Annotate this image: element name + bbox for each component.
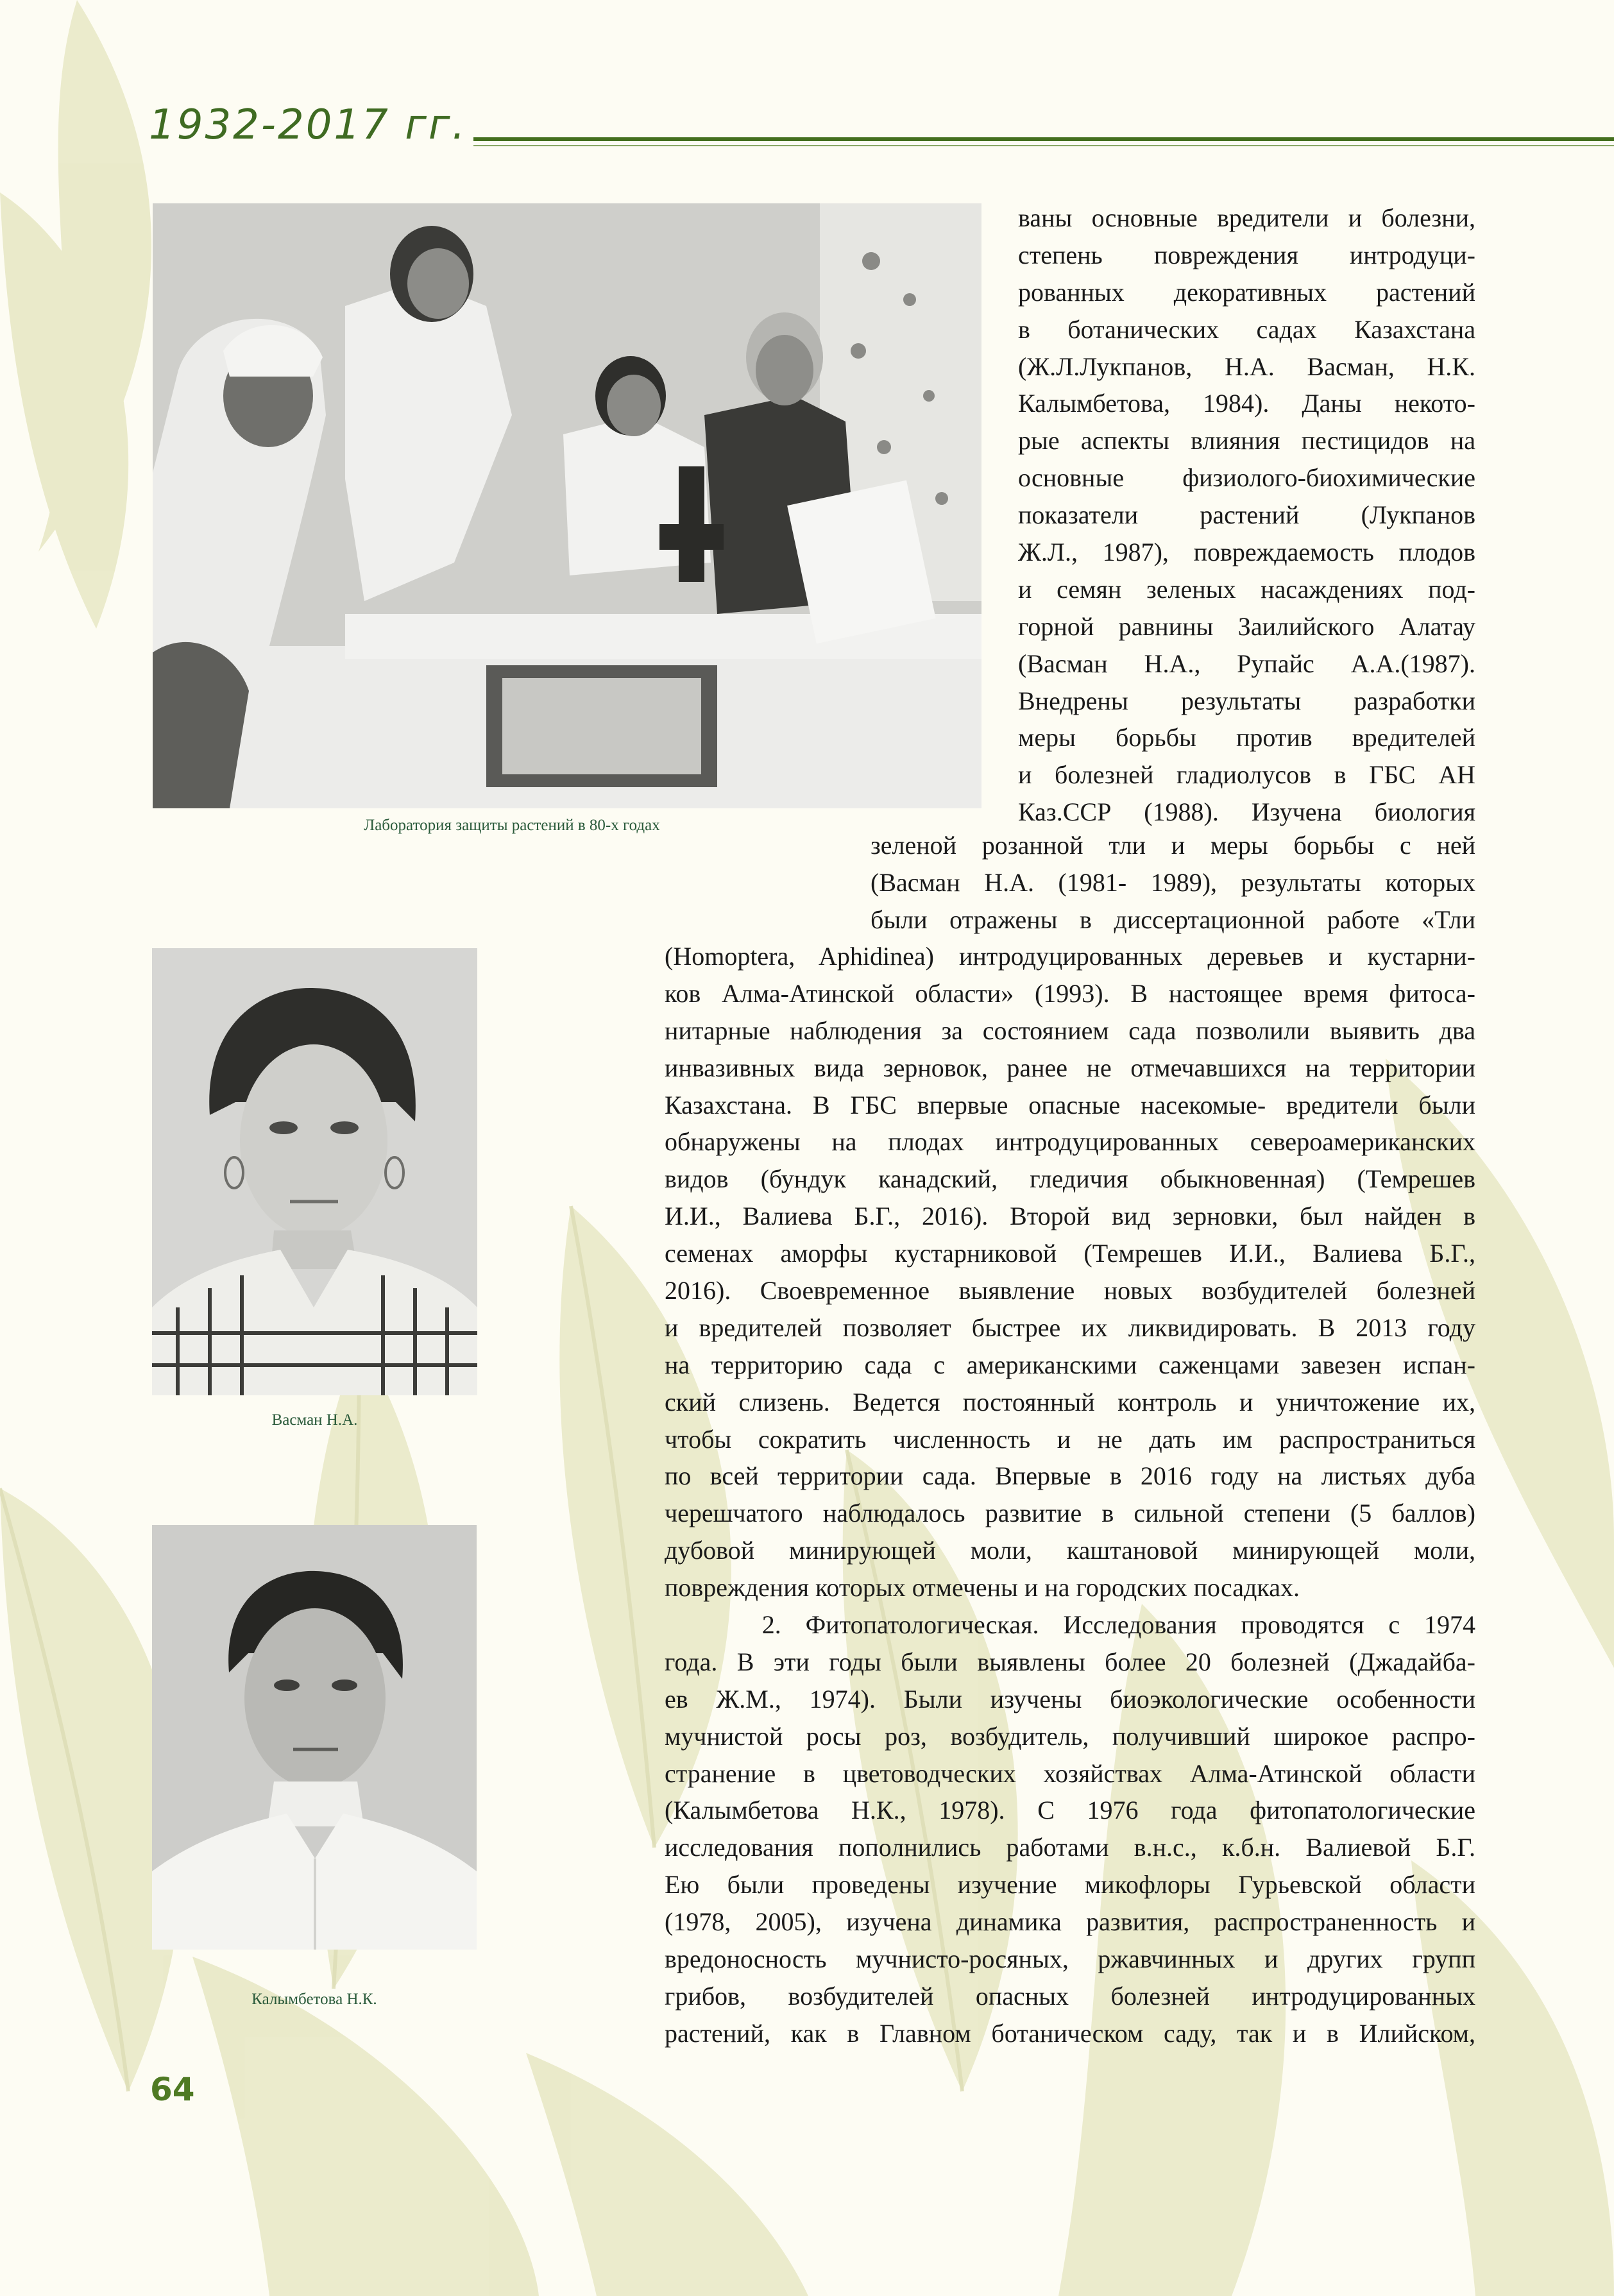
text-line: (Ж.Л.Лукпанов, Н.А. Васман, Н.К. <box>1018 352 1475 381</box>
text-line: степень повреждения интродуци- <box>1018 240 1475 269</box>
text-line: рованных декоративных растений <box>1018 277 1475 307</box>
text-line: Внедрены результаты разработки <box>1018 686 1475 715</box>
text-line: Ею были проведены изучение микофлоры Гурьевской области <box>665 1870 1475 1900</box>
body-text-column-middle <box>871 827 1475 939</box>
text-line: (1978, 2005), изучена динамика развития, распространенность и <box>665 1907 1475 1937</box>
text-line: черешчатого наблюдалось развитие в сильной степени (5 баллов) <box>665 1499 1475 1528</box>
text-line: года. В эти годы были выявлены более 20 болезней (Джадайба- <box>665 1647 1475 1676</box>
header-rule <box>473 137 1614 141</box>
text-line: исследования пополнились работами в.н.с., к.б.н. Валиевой Б.Г. <box>665 1833 1475 1862</box>
text-line: и вредителей позволяет быстрее их ликвидировать. В 2013 году <box>665 1313 1475 1342</box>
text-line: растений, как в Главном ботаническом саду, так и в Илийском, <box>665 2018 1475 2048</box>
text-line: были отражены в диссертационной работе «Тли <box>871 905 1475 934</box>
text-line: Каз.ССР (1988). Изучена биология <box>1018 797 1475 827</box>
text-line: зеленой розанной тли и меры борьбы с ней <box>871 831 1475 860</box>
running-header-title: 1932-2017 гг. <box>149 101 467 149</box>
photo-vasman-portrait <box>152 948 477 1395</box>
text-line: нитарные наблюдения за состоянием сада позволили выявить два <box>665 1016 1475 1045</box>
text-line: повреждения которых отмечены и на городских посадках. <box>665 1573 1300 1603</box>
text-line: чтобы сократить численность и не дать им распространиться <box>665 1424 1475 1454</box>
text-line: 2016). Своевременное выявление новых возбудителей болезней <box>665 1276 1475 1305</box>
page-number: 64 <box>150 2071 195 2108</box>
text-line: (Васман Н.А. (1981- 1989), результаты которых <box>871 867 1475 897</box>
photo-caption-vasman: Васман Н.А. <box>271 1411 358 1429</box>
text-line: на территорию сада с американскими саженцами завезен испан- <box>665 1350 1475 1379</box>
text-line: рые аспекты влияния пестицидов на <box>1018 426 1475 455</box>
text-line: и болезней гладиолусов в ГБС АН <box>1018 760 1475 790</box>
text-line: (Homoptera, Aphidinea) интродуцированных деревьев и кустарни- <box>665 942 1475 971</box>
text-line: (Васман Н.А., Рупайс А.А.(1987). <box>1018 649 1475 678</box>
text-line: вредоносность мучнисто-росяных, ржавчинных и других групп <box>665 1944 1475 1974</box>
text-line: показатели растений (Лукпанов <box>1018 500 1475 530</box>
text-line: семенах аморфы кустарниковой (Темрешев И.И., Валиева Б.Г., <box>665 1239 1475 1268</box>
text-line: И.И., Валиева Б.Г., 2016). Второй вид зерновки, был найден в <box>665 1202 1475 1231</box>
text-line: ский слизень. Ведется постоянный контроль и уничтожение их, <box>665 1387 1475 1416</box>
text-line: Ж.Л., 1987), повреждаемость плодов <box>1018 538 1475 567</box>
text-line: основные физиолого-биохимические <box>1018 463 1475 493</box>
text-line: (Калымбетова Н.К., 1978). С 1976 года фитопатологические <box>665 1796 1475 1825</box>
text-line: обнаружены на плодах интродуцированных североамериканских <box>665 1127 1475 1157</box>
body-text-column-top <box>1018 200 1475 831</box>
text-line: дубовой минирующей моли, каштановой минирующей моли, <box>665 1536 1475 1565</box>
photo-laboratory <box>153 203 981 808</box>
header-rule-thin <box>473 145 1614 146</box>
text-line: ков Алма-Атинской области» (1993). В настоящее время фитоса- <box>665 978 1475 1008</box>
text-line: в ботанических садах Казахстана <box>1018 314 1475 344</box>
text-line: горной равнины Заилийского Алатау <box>1018 611 1475 641</box>
text-line: Казахстана. В ГБС впервые опасные насекомые- вредители были <box>665 1090 1475 1119</box>
text-line: Калымбетова, 1984). Даны некото- <box>1018 389 1475 418</box>
text-line: 2. Фитопатологическая. Исследования проводятся с 1974 <box>665 1610 1475 1640</box>
text-line: меры борьбы против вредителей <box>1018 723 1475 753</box>
text-line: грибов, возбудителей опасных болезней интродуцированных <box>665 1981 1475 2011</box>
text-line: мучнистой росы роз, возбудитель, получивший широкое распро- <box>665 1721 1475 1751</box>
body-text-column-main <box>665 938 1475 2052</box>
text-line: видов (бундук канадский, гледичия обыкновенная) (Темрешев <box>665 1164 1475 1194</box>
text-line: ваны основные вредители и болезни, <box>1018 203 1475 232</box>
text-line: ев Ж.М., 1974). Были изучены биоэкологические особенности <box>665 1684 1475 1713</box>
photo-caption-laboratory: Лаборатория защиты растений в 80-х годах <box>364 817 660 834</box>
photo-kalymbetova-portrait <box>152 1525 477 1950</box>
text-line: по всей территории сада. Впервые в 2016 году на листьях дуба <box>665 1461 1475 1491</box>
text-line: инвазивных вида зерновок, ранее не отмечавшихся на территории <box>665 1053 1475 1082</box>
text-line: и семян зеленых насаждениях под- <box>1018 574 1475 604</box>
photo-caption-kalymbetova: Калымбетова Н.К. <box>251 1991 377 2008</box>
text-line: странение в цветоводческих хозяйствах Алма-Атинской области <box>665 1758 1475 1788</box>
